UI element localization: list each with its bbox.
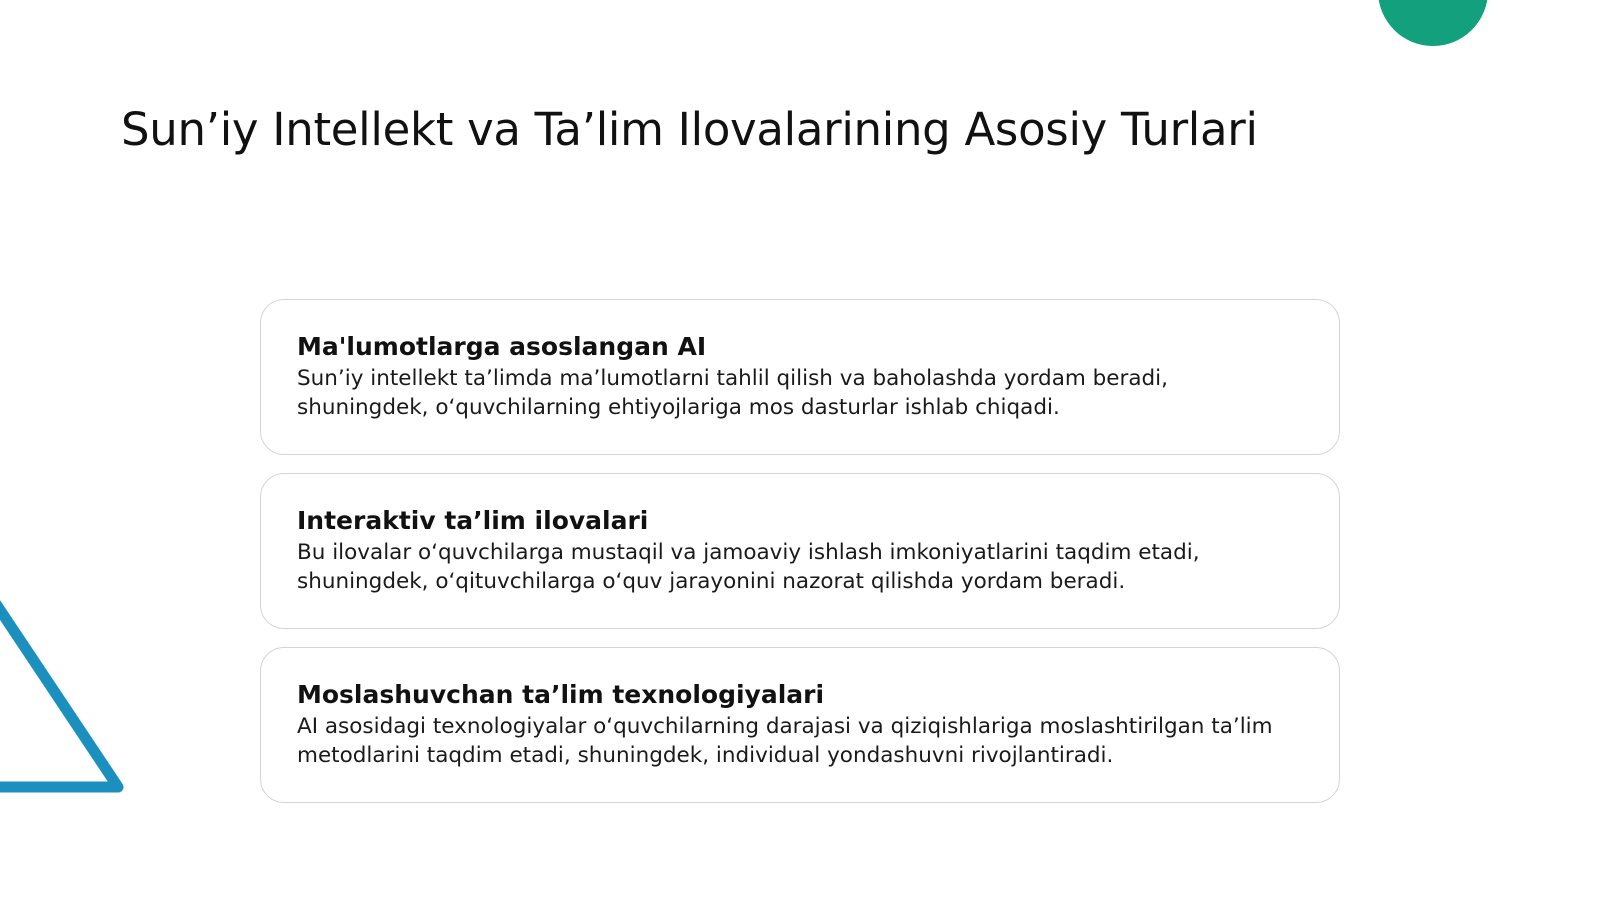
card-body: Sun’iy intellekt ta’limda ma’lumotlarni tahlil qilish va baholashda yordam beradi, shuningdek, o‘quvchilarning ehtiyojlariga mos dasturlar ishlab chiqadi. — [297, 366, 1168, 420]
card-heading: Moslashuvchan ta’lim texnologiyalari — [297, 680, 825, 709]
card-body: Bu ilovalar o‘quvchilarga mustaqil va jamoaviy ishlash imkoniyatlarini taqdim etadi, shuningdek, o‘qituvchilarga o‘quv jarayonini nazorat qilishda yordam beradi. — [297, 540, 1200, 594]
card-heading: Ma'lumotlarga asoslangan AI — [297, 332, 707, 361]
card-interactive-apps — [260, 473, 1340, 629]
card-list — [260, 299, 1340, 821]
green-circle-decoration — [1378, 0, 1488, 46]
card-heading: Interaktiv ta’lim ilovalari — [297, 506, 649, 535]
slide-title: Sun’iy Intellekt va Ta’lim Ilovalarining Asosiy Turlari — [121, 103, 1258, 156]
blue-triangle-decoration — [0, 560, 140, 820]
card-body: AI asosidagi texnologiyalar o‘quvchilarning darajasi va qiziqishlariga moslashtirilgan ta’lim metodlarini taqdim etadi, shuningdek, individual yondashuvni rivojlantiradi. — [297, 714, 1273, 768]
card-adaptive-tech — [260, 647, 1340, 803]
card-data-driven-ai — [260, 299, 1340, 455]
